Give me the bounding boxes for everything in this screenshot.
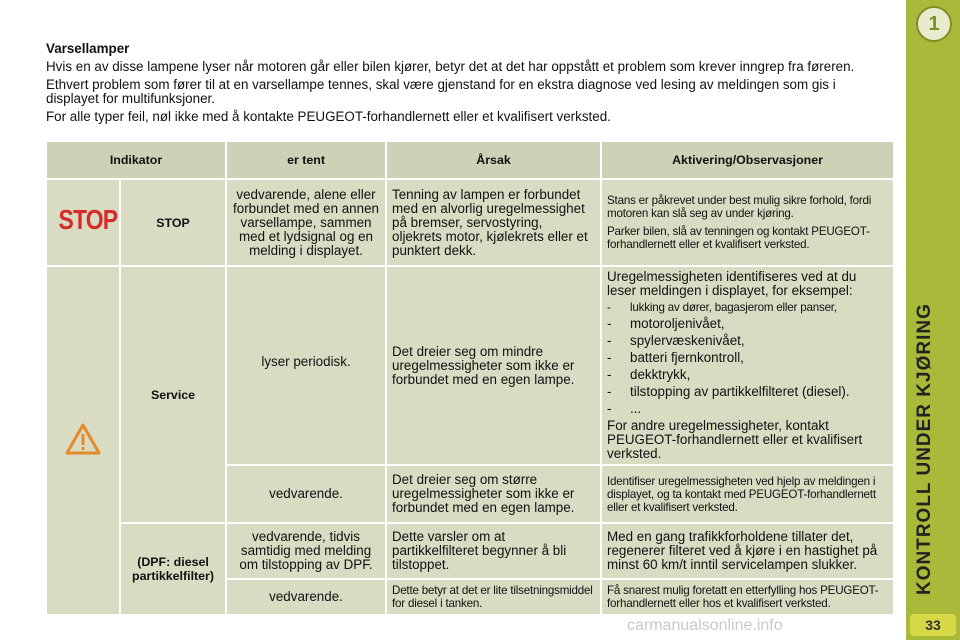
service-observations-1 bbox=[602, 267, 893, 464]
table-row-stop bbox=[47, 180, 893, 265]
dpf-lit-2: vedvarende. bbox=[227, 580, 385, 614]
list-item: - ... bbox=[607, 402, 888, 416]
stop-name: STOP bbox=[121, 180, 225, 265]
intro-paragraph: Ethvert problem som fører til at en varsellampe tennes, skal være gjenstand for en ekstra diagnose ved lesing av meldingen som gis i displayet for multifunksjoner. bbox=[46, 77, 836, 106]
chapter-title-text: KONTROLL UNDER KJØRING bbox=[914, 303, 935, 595]
header-aktivering: Aktivering/Observasjoner bbox=[602, 142, 893, 178]
chapter-number-badge: 1 bbox=[916, 6, 952, 42]
dpf-cause-1: Dette varsler om at partikkelfilteret begynner å bli tilstoppet. bbox=[387, 524, 600, 578]
intro-paragraph: For alle typer feil, nøl ikke med å kontakte PEUGEOT-forhandlernett eller et kvalifisert verksted. bbox=[46, 109, 611, 124]
watermark: carmanualsonline.info bbox=[627, 617, 783, 634]
table-row-dpf-1 bbox=[47, 524, 893, 578]
dpf-cause-2: Dette betyr at det er lite tilsetningsmiddel for diesel i tanken. bbox=[387, 580, 600, 614]
header-er-tent: er tent bbox=[227, 142, 385, 178]
stop-icon-cell bbox=[47, 180, 119, 265]
service-lit-2: vedvarende. bbox=[227, 466, 385, 522]
dpf-obs-2: Få snarest mulig foretatt en etterfylling hos PEUGEOT-forhandlernett eller hos et kvalifisert verksted. bbox=[602, 580, 893, 614]
service-cause-1: Det dreier seg om mindre uregelmessigheter som ikke er forbundet med en egen lampe. bbox=[387, 267, 600, 464]
table-header-row bbox=[47, 142, 893, 178]
service-name: Service bbox=[121, 267, 225, 522]
service-cause-2: Det dreier seg om større uregelmessigheter som ikke er forbundet med en egen lampe. bbox=[387, 466, 600, 522]
header-arsak: Årsak bbox=[387, 142, 600, 178]
list-item: - motoroljenivået, bbox=[607, 317, 888, 331]
dpf-lit-1: vedvarende, tidvis samtidig med melding om tilstopping av DPF. bbox=[227, 524, 385, 578]
page-number: 33 bbox=[910, 614, 956, 636]
stop-cause: Tenning av lampen er forbundet med en alvorlig uregelmessighet på bremser, servostyring, oljekrets motor, kjølekrets eller et punktert dekk. bbox=[387, 180, 600, 265]
stop-observations bbox=[602, 180, 893, 265]
section-heading: Varsellamper bbox=[46, 41, 130, 56]
list-item: - tilstopping av partikkelfilteret (diesel). bbox=[607, 385, 888, 399]
service-icon-cell bbox=[47, 267, 119, 614]
chapter-title bbox=[914, 303, 936, 595]
service-obs-2: Identifiser uregelmessigheten ved hjelp av meldingen i displayet, og ta kontakt med PEUGEOT-forhandlernett eller et kvalifisert verksted. bbox=[602, 466, 893, 522]
table-row-service-1 bbox=[47, 267, 893, 464]
stop-icon: STOP bbox=[58, 204, 118, 235]
list-item: - dekktrykk, bbox=[607, 368, 888, 382]
dpf-obs-1: Med en gang trafikkforholdene tillater det, regenerer filteret ved å kjøre i en hastighet på minst 60 km/t inntil servicelampen slukker. bbox=[602, 524, 893, 578]
intro-section bbox=[46, 42, 891, 128]
dpf-name: (DPF: diesel partikkelfilter) bbox=[121, 524, 225, 614]
intro-paragraph: Hvis en av disse lampene lyser når motoren går eller bilen kjører, betyr det at det har oppstått et problem som krever inngrep fra føreren. bbox=[46, 59, 855, 74]
stop-obs-1: Stans er påkrevet under best mulig sikre forhold, fordi motoren kan slå seg av under kjøring. bbox=[607, 194, 872, 220]
service-obs-list bbox=[607, 301, 888, 416]
service-lit-1: lyser periodisk. bbox=[227, 267, 385, 464]
list-item: - spylervæskenivået, bbox=[607, 334, 888, 348]
warning-lamps-table bbox=[45, 140, 895, 616]
service-obs-outro: For andre uregelmessigheter, kontakt PEUGEOT-forhandlernett eller et kvalifisert verksted. bbox=[607, 418, 863, 461]
header-indikator: Indikator bbox=[47, 142, 225, 178]
list-item: - batteri fjernkontroll, bbox=[607, 351, 888, 365]
service-obs-intro: Uregelmessigheten identifiseres ved at du leser meldingen i displayet, for eksempel: bbox=[607, 269, 857, 298]
stop-lit: vedvarende, alene eller forbundet med en annen varsellampe, sammen med et lydsignal og en melding i displayet. bbox=[227, 180, 385, 265]
warning-triangle-icon bbox=[65, 423, 101, 455]
stop-obs-2: Parker bilen, slå av tenningen og kontakt PEUGEOT-forhandlernett eller et kvalifisert verksted. bbox=[607, 225, 870, 251]
list-item: - lukking av dører, bagasjerom eller panser, bbox=[607, 301, 888, 314]
